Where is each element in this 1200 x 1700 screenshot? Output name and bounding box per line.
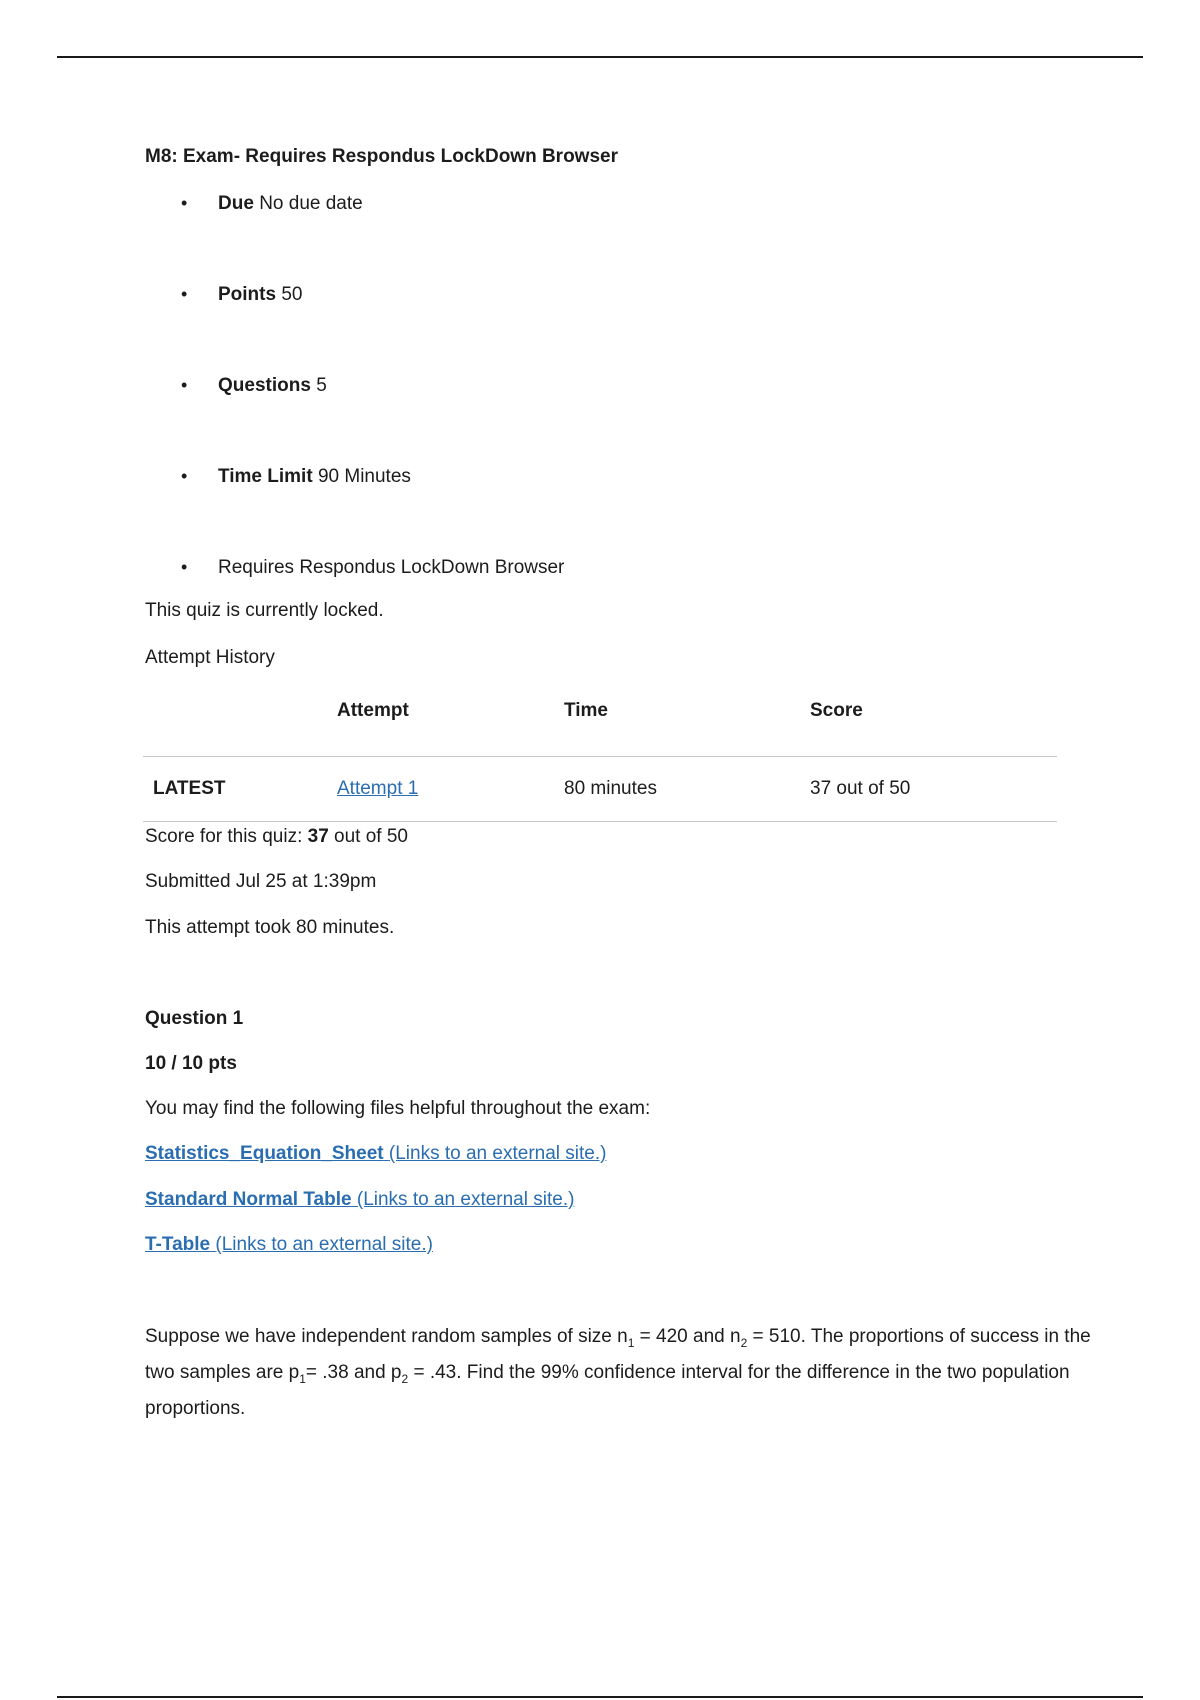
- resource-link-t-table: [145, 1234, 433, 1256]
- bottom-rule: [57, 1696, 1143, 1698]
- column-header-attempt: Attempt: [337, 700, 409, 721]
- detail-value: No due date: [259, 193, 363, 214]
- quiz-score-line: Score for this quiz: 37 out of 50: [145, 826, 408, 847]
- bullet-icon: •: [181, 466, 188, 486]
- attempt-time: 80 minutes: [554, 757, 800, 822]
- detail-value: 90 Minutes: [317, 466, 411, 487]
- detail-label: Due: [218, 193, 254, 214]
- quiz-score-value: 37: [307, 826, 329, 847]
- table-header-row: [143, 700, 1057, 757]
- column-header: [143, 700, 327, 757]
- bullet-icon: •: [181, 284, 188, 304]
- question-points: 10 / 10 pts: [145, 1053, 237, 1074]
- attempt-history-title: Attempt History: [145, 647, 275, 668]
- t-table-link[interactable]: T-Table (Links to an external site.): [145, 1234, 433, 1255]
- detail-value: 50: [281, 284, 303, 305]
- column-header-score: Score: [810, 700, 863, 721]
- detail-value: 5: [316, 375, 327, 396]
- question-title: Question 1: [145, 1008, 244, 1029]
- latest-tag: LATEST: [143, 757, 327, 822]
- normal-table-link[interactable]: Standard Normal Table (Links to an external site.): [145, 1189, 575, 1210]
- quiz-title: M8: Exam- Requires Respondus LockDown Browser: [145, 146, 618, 167]
- table-row: [143, 757, 1057, 822]
- attempt-score: 37 out of 50: [800, 757, 1057, 822]
- column-header-time: Time: [564, 700, 609, 721]
- detail-label: Time Limit: [218, 466, 313, 487]
- bullet-icon: •: [181, 557, 188, 577]
- attempt-link[interactable]: Attempt 1: [337, 778, 419, 799]
- duration-line: This attempt took 80 minutes.: [145, 917, 395, 938]
- attempt-history-table: [143, 700, 1057, 822]
- equation-sheet-link[interactable]: Statistics_Equation_Sheet (Links to an external site.): [145, 1143, 607, 1164]
- bullet-icon: •: [181, 375, 188, 395]
- top-rule: [57, 56, 1143, 58]
- submitted-line: Submitted Jul 25 at 1:39pm: [145, 871, 377, 892]
- detail-label: Questions: [218, 375, 311, 396]
- question-intro: You may find the following files helpful throughout the exam:: [145, 1098, 651, 1119]
- locked-notice: This quiz is currently locked.: [145, 600, 384, 621]
- detail-label: Points: [218, 284, 277, 305]
- question-text: Suppose we have independent random samples of size $n_1 = 420$ and $n_2 = 510$. The proportions of success in the two samples are $p_1= .38$ and $p_2 = .43$. Find the 99% confidence interval for the difference in the two population proportions.: [145, 1326, 1091, 1419]
- resource-link-normal-table: [145, 1189, 574, 1211]
- bullet-icon: •: [181, 193, 188, 213]
- detail-value: Requires Respondus LockDown Browser: [218, 557, 565, 578]
- resource-link-equation-sheet: [145, 1143, 606, 1165]
